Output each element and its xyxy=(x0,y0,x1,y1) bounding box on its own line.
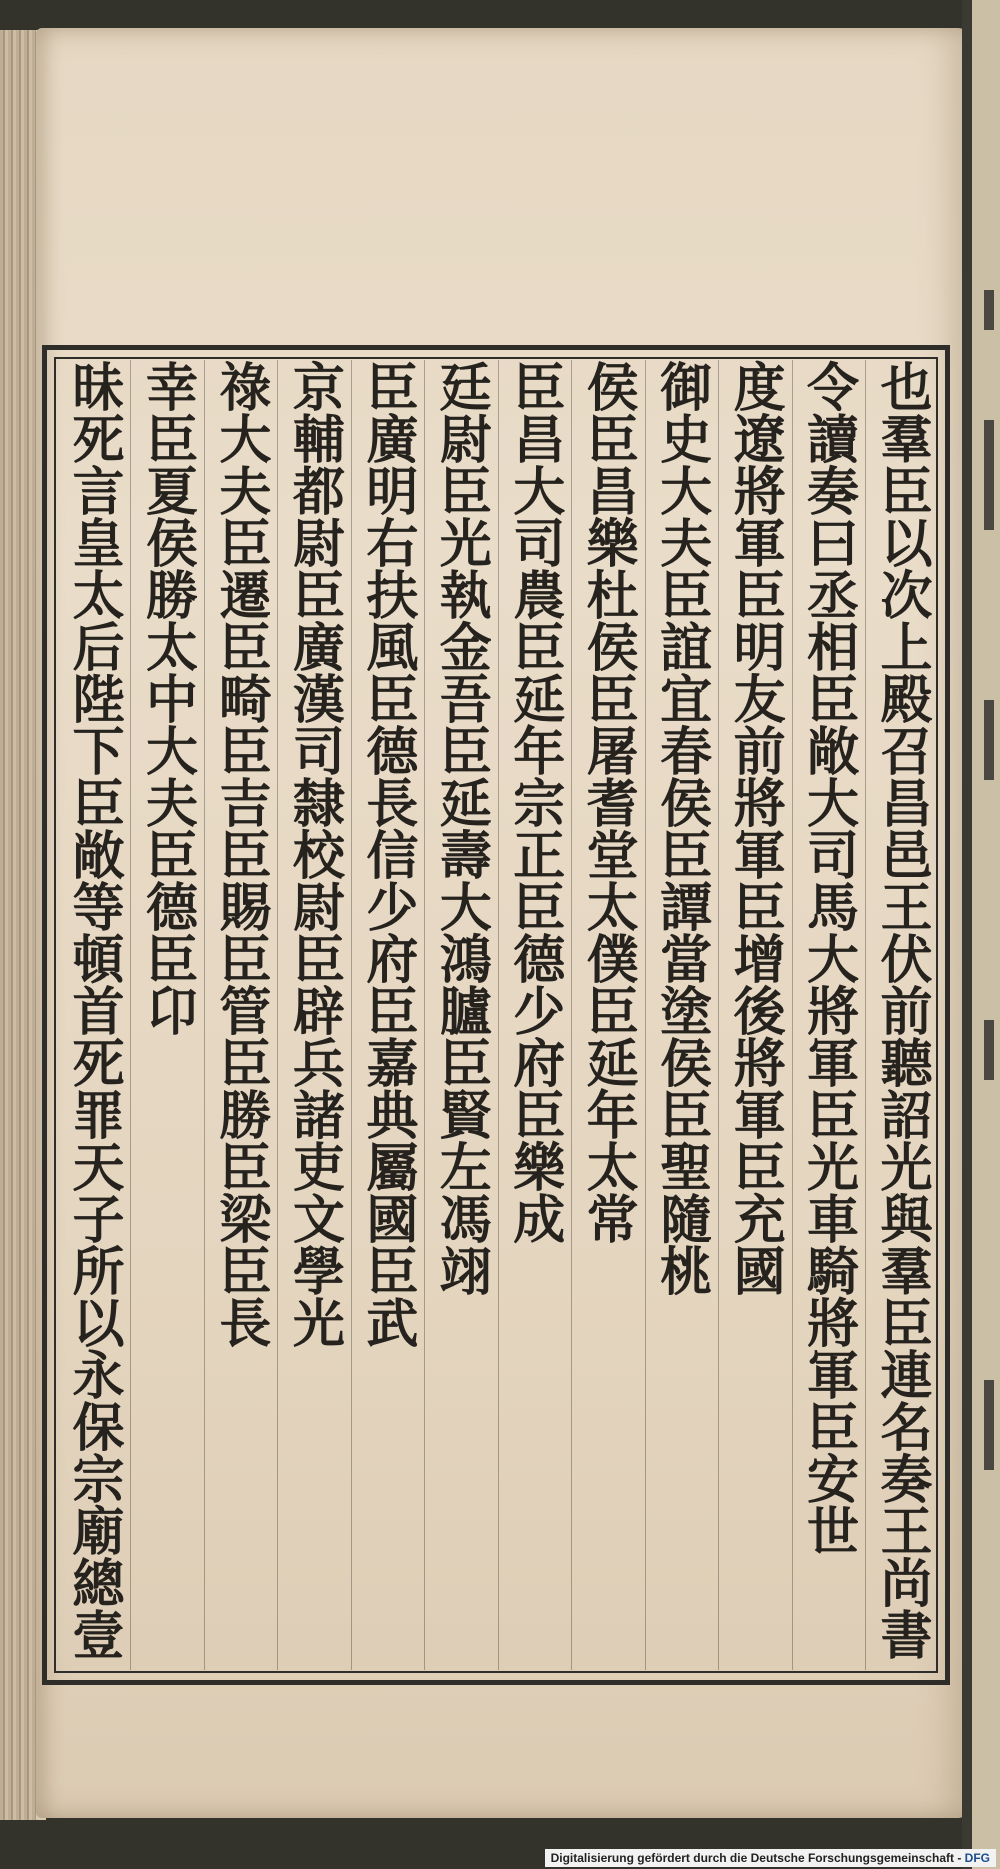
text-columns xyxy=(58,360,936,1670)
text-column: 侯臣昌樂杜侯臣屠耆堂太僕臣延年太常 xyxy=(571,360,642,1670)
facing-page-fragment xyxy=(984,420,994,530)
text-column: 昧死言皇太后陛下臣敞等頓首死罪天子所以永保宗廟總壹 xyxy=(63,360,124,1660)
footer-text: Digitalisierung gefördert durch die Deutsche Forschungsgemeinschaft - xyxy=(550,1851,962,1865)
text-column: 御史大夫臣誼宜春侯臣譚當塗侯臣聖隨桃 xyxy=(645,360,716,1670)
facing-page-fragment xyxy=(984,700,994,780)
text-column: 令讀奏曰丞相臣敞大司馬大將軍臣光車騎將軍臣安世 xyxy=(792,360,863,1670)
text-column: 幸臣夏侯勝太中大夫臣德臣卬 xyxy=(130,360,201,1670)
facing-page-edge xyxy=(962,0,1000,1869)
text-column: 祿大夫臣遷臣畸臣吉臣賜臣管臣勝臣梁臣長 xyxy=(204,360,275,1670)
text-column: 也羣臣以次上殿召昌邑王伏前聽詔光與羣臣連名奏王尚書 xyxy=(865,360,936,1670)
text-column: 度遼將軍臣明友前將軍臣增後將軍臣充國 xyxy=(718,360,789,1670)
text-column: 臣昌大司農臣延年宗正臣德少府臣樂成 xyxy=(498,360,569,1670)
text-column: 廷尉臣光執金吾臣延壽大鴻臚臣賢左馮翊 xyxy=(424,360,495,1670)
facing-page-fragment xyxy=(984,1380,994,1470)
facing-page-fragment xyxy=(984,1020,994,1080)
facing-page-fragment xyxy=(984,290,994,330)
digitization-footer xyxy=(545,1849,996,1867)
text-column: 京輔都尉臣廣漢司隸校尉臣辟兵諸吏文學光 xyxy=(277,360,348,1670)
text-column: 臣廣明右扶風臣德長信少府臣嘉典屬國臣武 xyxy=(351,360,422,1670)
dfg-logo: DFG xyxy=(964,1851,990,1865)
book-left-edge xyxy=(0,30,40,1820)
